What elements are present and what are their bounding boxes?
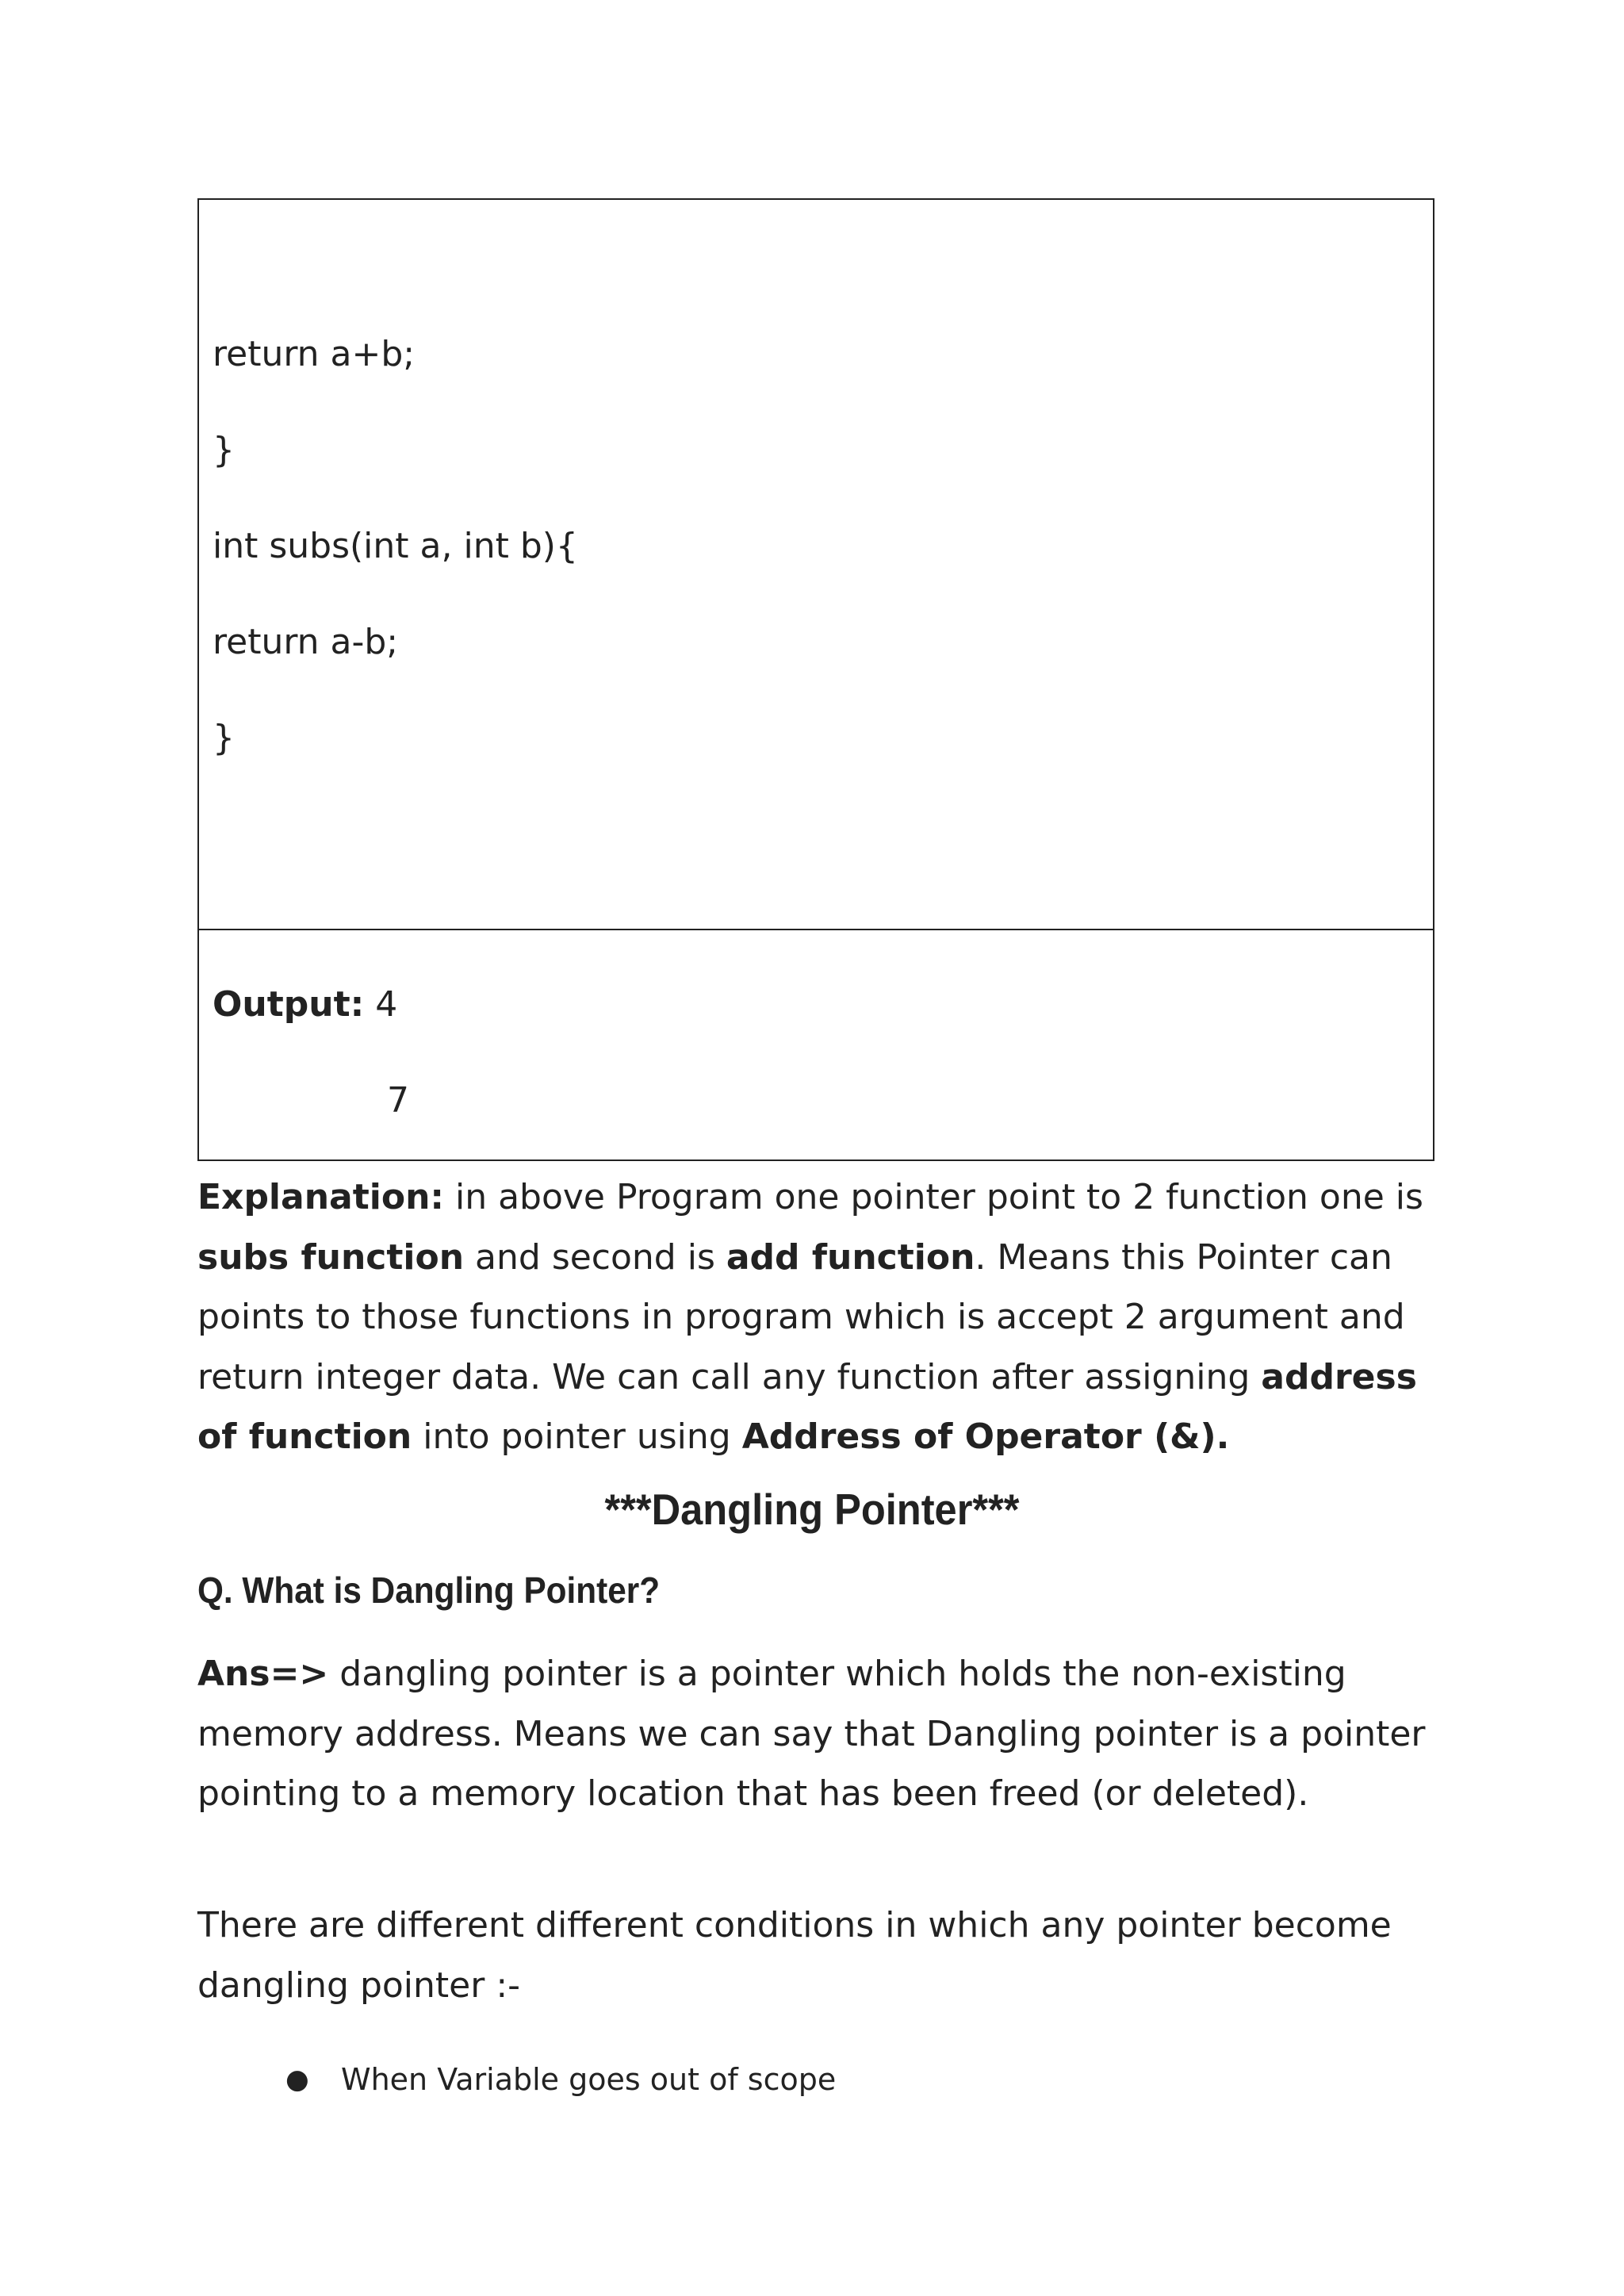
explanation-bold: Address of Operator (&). [741,1416,1230,1457]
explanation-text: and second is [464,1236,726,1278]
explanation-bold: subs function [197,1236,465,1278]
code-line: int subs(int a, int b){ [213,526,578,566]
answer-label: Ans=> [197,1654,329,1694]
question-heading: Q. What is Dangling Pointer? [197,1570,661,1611]
code-line: } [213,430,235,470]
bullet-icon: ● [285,2064,309,2095]
section-heading: ***Dangling Pointer*** [604,1485,1020,1534]
explanation-text: into pointer using [412,1416,742,1457]
explanation-text: . Means this Pointer can points to those functions in program which is accept 2 argument and return integer data. We can call any function after assigning [197,1236,1405,1397]
code-line: } [213,718,235,758]
code-table [197,198,1434,1161]
list-item [285,2060,836,2099]
code-cell [198,199,1434,930]
explanation-paragraph [197,1167,1450,1467]
conditions-paragraph: There are different different conditions in which any pointer become dangling pointer :- [197,1905,1392,2006]
explanation-bold: add function [726,1236,975,1278]
output-cell [198,930,1434,1160]
explanation-label: Explanation: [197,1177,444,1217]
output-value: 4 [375,984,398,1025]
output-label: Output: [213,984,365,1025]
answer-text: dangling pointer is a pointer which holds the non-existing memory address. Means we can say that Dangling pointer is a pointer pointing to a memory location that has been freed (or deleted). [197,1654,1426,1814]
explanation-text: in above Program one pointer point to 2 function one is [444,1177,1423,1217]
code-line: return a-b; [213,622,399,662]
explanation-bold: address of function [197,1356,1417,1457]
output-value: 7 [387,1080,409,1121]
bullet-list [285,2060,836,2099]
output-line [213,983,1419,1027]
list-item-text: When Variable goes out of scope [341,2062,837,2097]
code-line: return a+b; [213,334,416,374]
answer-paragraph [197,1644,1450,1824]
